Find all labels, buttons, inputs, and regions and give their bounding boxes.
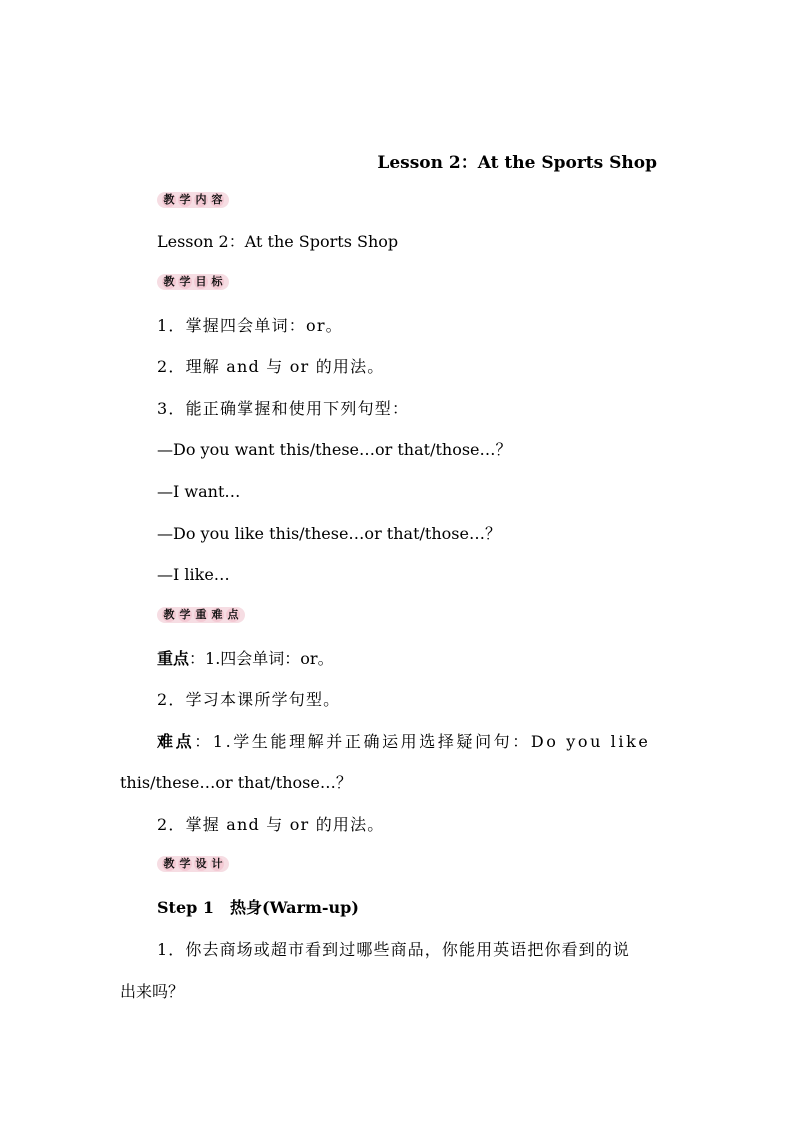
section-tag-key-difficult [157,606,245,624]
difficult-continuation: this/these…or that/those…？ [120,773,352,792]
goal-sentence: —I want… [157,482,241,501]
tag-char: 教 [163,857,175,870]
difficult-point-line [157,732,650,752]
goal-sentence: —Do you want this/these…or that/those…？ [157,440,512,459]
goal-item: 2．理解 and 与 or 的用法。 [157,357,385,376]
goal-item: 3．能正确掌握和使用下列句型： [157,399,410,418]
difficult-text: ：1.学生能理解并正确运用选择疑问句：Do you like [194,732,651,751]
tag-char: 设 [195,857,207,870]
section-tag-teaching-content [157,191,229,209]
step1-question-line2: 出来吗？ [120,982,185,1001]
key-item-2: 2．学习本课所学句型。 [157,690,341,709]
difficult-item-2: 2．掌握 and 与 or 的用法。 [157,815,385,834]
step1-question-line1: 1．你去商场或超市看到过哪些商品，你能用英语把你看到的说 [157,940,630,959]
tag-char: 教 [163,608,175,621]
tag-char: 标 [211,275,223,288]
section-tag-teaching-design [157,855,229,873]
tag-char: 教 [163,275,175,288]
tag-char: 容 [211,193,223,206]
tag-char: 内 [195,193,207,206]
lesson-title: Lesson 2：At the Sports Shop [377,153,657,173]
tag-char: 学 [179,857,191,870]
key-point-line [157,649,334,669]
section-tag-teaching-goals [157,273,229,291]
tag-char: 教 [163,193,175,206]
key-text: ：1.四会单词：or。 [189,649,334,668]
tag-char: 点 [227,608,239,621]
goal-item: 1．掌握四会单词：or。 [157,316,343,335]
tag-char: 重 [195,608,207,621]
step1-heading: Step 1 热身(Warm-up) [157,898,359,917]
tag-char: 目 [195,275,207,288]
tag-char: 计 [211,857,223,870]
tag-char: 学 [179,608,191,621]
tag-char: 难 [211,608,223,621]
tag-char: 学 [179,275,191,288]
tag-char: 学 [179,193,191,206]
goal-sentence: —I like… [157,565,230,584]
difficult-label: 难点 [157,732,195,751]
key-label: 重点 [157,649,190,668]
content-line: Lesson 2：At the Sports Shop [157,232,399,251]
goal-sentence: —Do you like this/these…or that/those…？ [157,524,501,543]
